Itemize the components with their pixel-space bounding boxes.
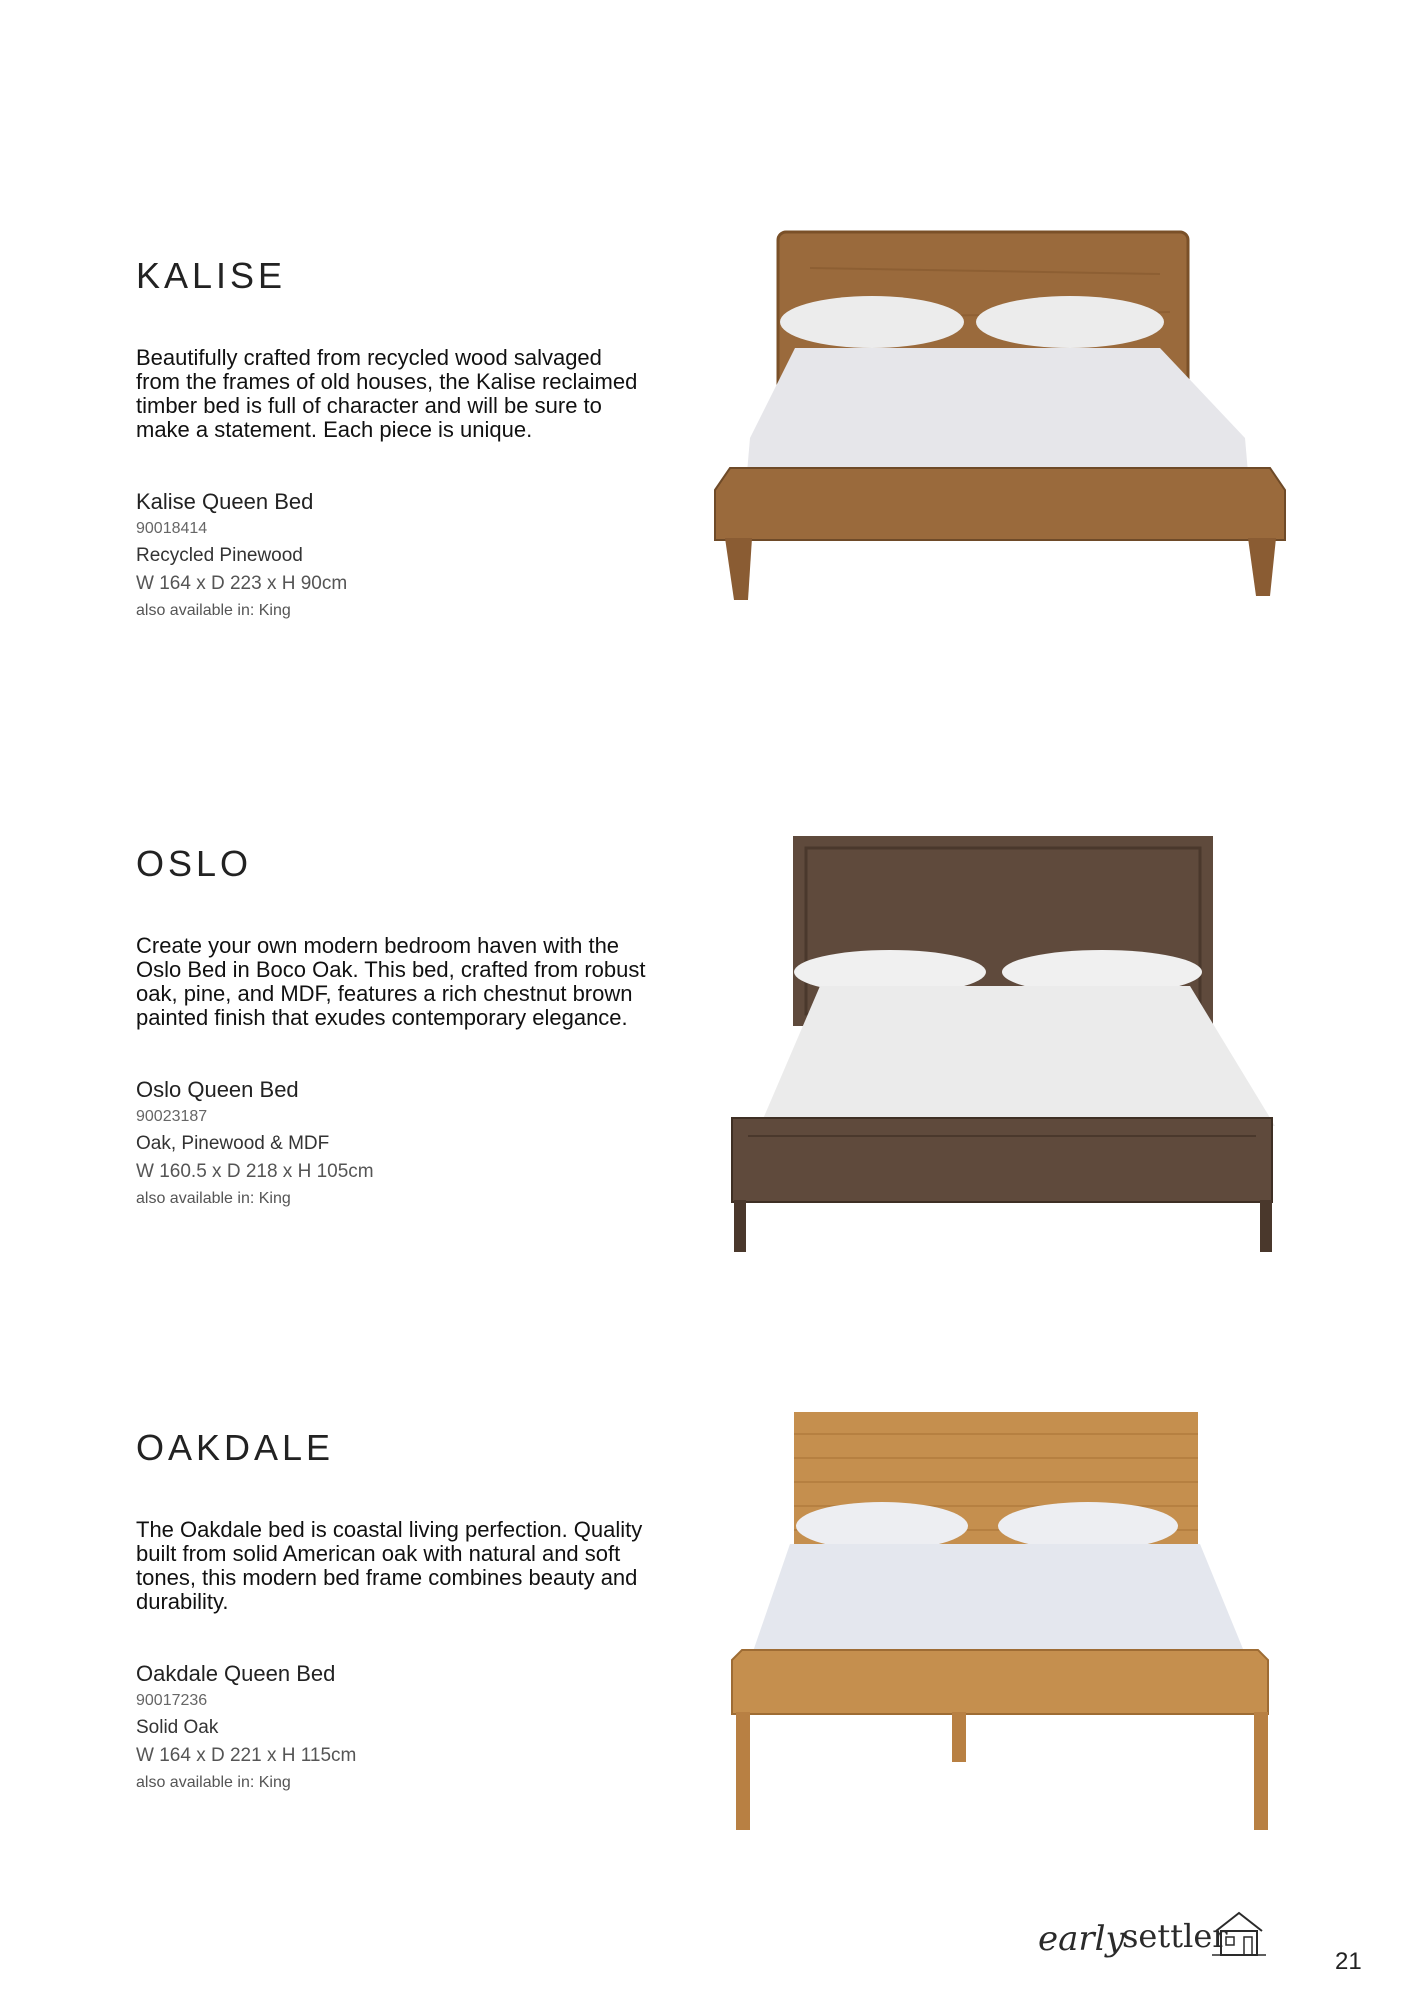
product-name: OSLO [136, 843, 253, 884]
product-material: Oak, Pinewood & MDF [136, 1133, 330, 1154]
oakdale-bed-image [690, 1412, 1310, 1832]
brand-logo [1030, 1905, 1270, 1975]
product-description: Create your own modern bedroom haven with the Oslo Bed in Boco Oak. This bed, crafted from robust oak, pine, and MDF, features a rich chestnut brown painted finish that exudes contemporary elegance. [136, 933, 646, 1030]
house-icon [1212, 1909, 1266, 1959]
logo-text-early: early [1038, 1919, 1125, 1959]
product-section-oslo [0, 843, 1414, 1366]
kalise-bed-image [690, 228, 1310, 608]
product-name: KALISE [136, 255, 287, 296]
product-name: OAKDALE [136, 1427, 335, 1468]
oslo-bed-image [690, 836, 1310, 1256]
product-code: 90018414 [136, 520, 208, 537]
product-section-kalise [0, 255, 1414, 778]
page-number: 21 [1335, 1948, 1362, 1975]
product-section-oakdale [0, 1427, 1414, 1950]
product-text [136, 843, 656, 1212]
product-code: 90023187 [136, 1108, 208, 1125]
product-dimensions: W 164 x D 221 x H 115cm [136, 1745, 357, 1766]
product-title: Kalise Queen Bed [136, 489, 314, 514]
product-description: Beautifully crafted from recycled wood salvaged from the frames of old houses, the Kalise reclaimed timber bed is full of character and will be sure to make a statement. Each piece is unique. [136, 345, 638, 442]
product-description: The Oakdale bed is coastal living perfection. Quality built from solid American oak with natural and soft tones, this modern bed frame combines beauty and durability. [136, 1517, 643, 1614]
product-specs [136, 488, 656, 624]
product-text [136, 255, 656, 624]
product-specs [136, 1076, 656, 1212]
logo-text-settler: settler [1122, 1917, 1228, 1955]
product-availability: also available in: King [136, 1774, 291, 1791]
product-material: Recycled Pinewood [136, 545, 303, 566]
product-code: 90017236 [136, 1692, 208, 1709]
product-title: Oakdale Queen Bed [136, 1661, 336, 1686]
product-availability: also available in: King [136, 1190, 291, 1207]
product-dimensions: W 164 x D 223 x H 90cm [136, 573, 348, 594]
product-dimensions: W 160.5 x D 218 x H 105cm [136, 1161, 374, 1182]
product-text [136, 1427, 656, 1796]
product-availability: also available in: King [136, 602, 291, 619]
product-material: Solid Oak [136, 1717, 219, 1738]
product-specs [136, 1660, 656, 1796]
product-title: Oslo Queen Bed [136, 1077, 299, 1102]
